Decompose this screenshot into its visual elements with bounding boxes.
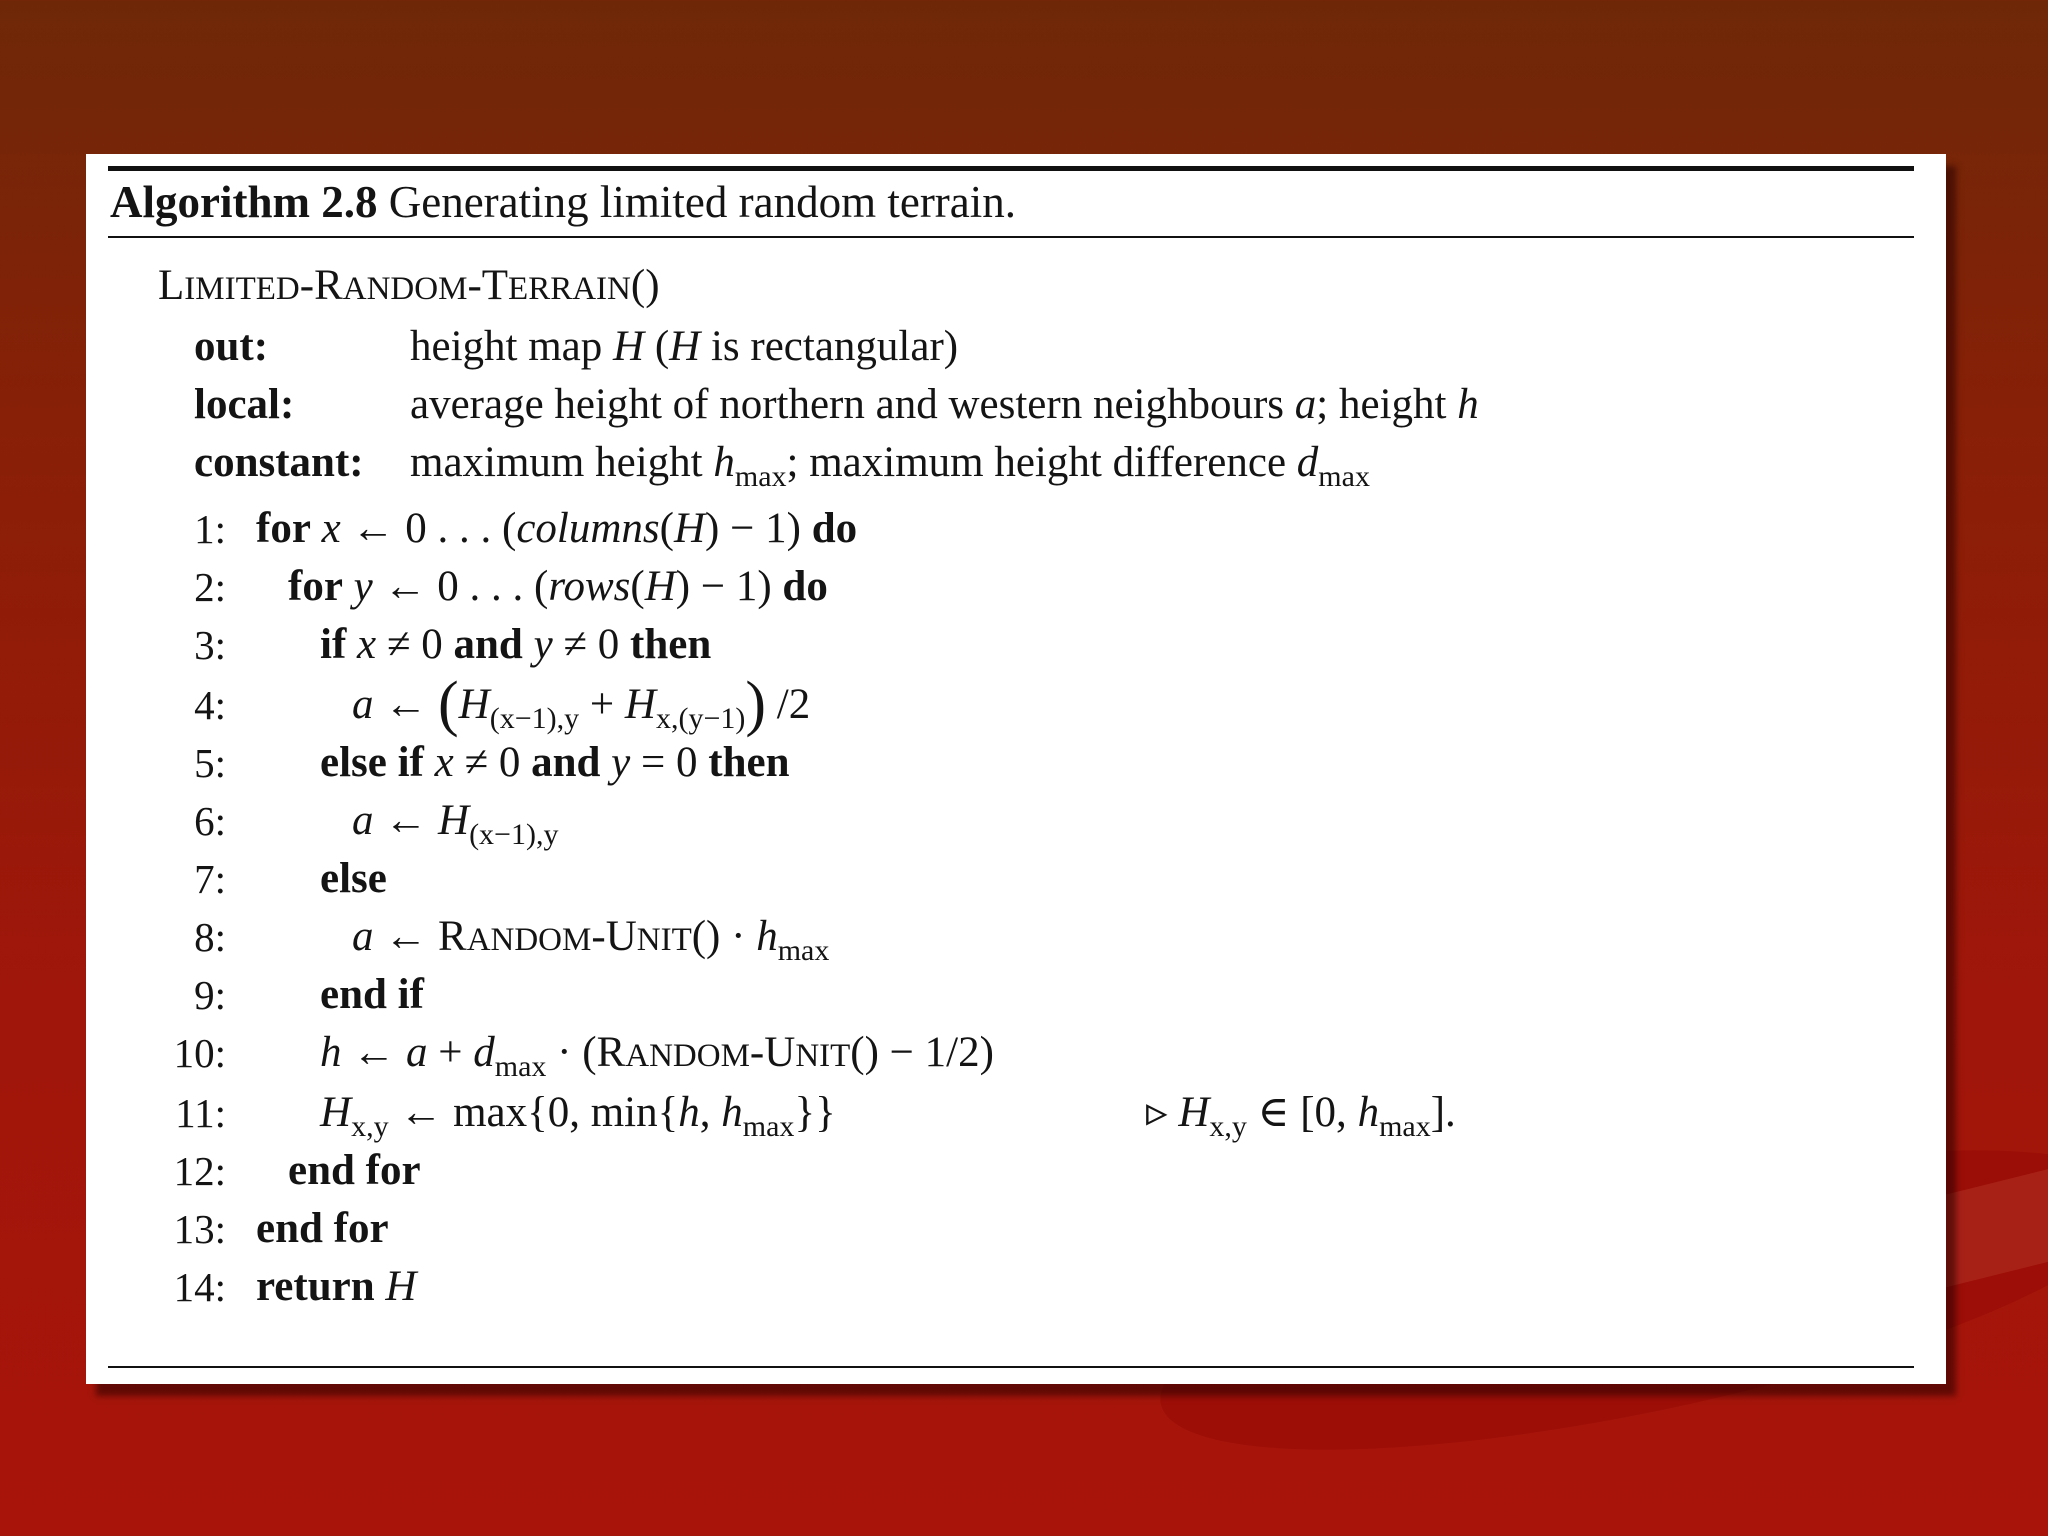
algorithm-label: Algorithm 2.8 bbox=[110, 177, 378, 227]
line-number: 9: bbox=[194, 972, 226, 1018]
line-number: 11: bbox=[175, 1090, 226, 1136]
spec-key-local: local: bbox=[194, 381, 295, 428]
line-number: 7: bbox=[194, 856, 226, 902]
top-rule bbox=[108, 166, 1914, 171]
code-line-4: a ← $(H_{(x-1),y} + H_{x,(y-1)})$ /2 bbox=[352, 670, 811, 738]
line-number: 2: bbox=[194, 564, 226, 610]
spec-value-local: average height of northern and western neighbours a; height h bbox=[410, 381, 1479, 428]
line-number: 10: bbox=[173, 1030, 226, 1076]
spec-key-out: out: bbox=[194, 323, 269, 370]
spec-value-constant: maximum height $h_{max}$; maximum height difference $d_{max}$ bbox=[410, 439, 1370, 493]
code-line-8: a ← RANDOM-UNIT() · $h_{max}$ bbox=[352, 913, 830, 967]
code-line-3: if x ≠ 0 and y ≠ 0 then bbox=[320, 621, 712, 668]
code-line-2: for y ← 0 . . . (rows(H) − 1) do bbox=[288, 563, 828, 610]
caption-rule bbox=[108, 236, 1914, 238]
code-line-7: else bbox=[320, 855, 387, 902]
algorithm-caption: Generating limited random terrain. bbox=[388, 177, 1017, 227]
code-line-5: else if x ≠ 0 and y = 0 then bbox=[320, 739, 790, 786]
code-comment-11: ▹ $H_{x,y}$ ∈ [0, $h_{max}$]. bbox=[1146, 1089, 1456, 1143]
spec-key-constant: constant: bbox=[194, 439, 364, 486]
code-line-1: for x ← 0 . . . (columns(H) − 1) do bbox=[256, 505, 858, 552]
line-number: 6: bbox=[194, 798, 226, 844]
code-line-12: end for bbox=[288, 1147, 421, 1194]
line-number: 14: bbox=[173, 1264, 226, 1310]
line-number: 1: bbox=[194, 506, 226, 552]
code-line-13: end for bbox=[256, 1205, 389, 1252]
line-number: 5: bbox=[194, 740, 226, 786]
line-number: 8: bbox=[194, 914, 226, 960]
bottom-rule bbox=[108, 1366, 1914, 1368]
line-number: 13: bbox=[173, 1206, 226, 1252]
code-line-9: end if bbox=[320, 971, 424, 1018]
code-line-6: a ← $H_{(x-1),y}$ bbox=[352, 797, 559, 851]
algorithm-card bbox=[86, 154, 1946, 1384]
function-signature: LIMITED-RANDOM-TERRAIN() bbox=[158, 262, 660, 309]
line-number: 3: bbox=[194, 622, 226, 668]
code-line-14: return H bbox=[256, 1263, 417, 1310]
code-line-11: $H_{x,y}$ ← max{0, min{h, $h_{max}$}} bbox=[320, 1089, 836, 1143]
line-number: 12: bbox=[173, 1148, 226, 1194]
algorithm-title bbox=[110, 172, 1016, 232]
line-number: 4: bbox=[194, 682, 226, 728]
spec-value-out: height map H (H is rectangular) bbox=[410, 323, 959, 370]
code-line-10: h ← $a + d_{max}$ · (RANDOM-UNIT() − 1/2) bbox=[320, 1029, 994, 1083]
